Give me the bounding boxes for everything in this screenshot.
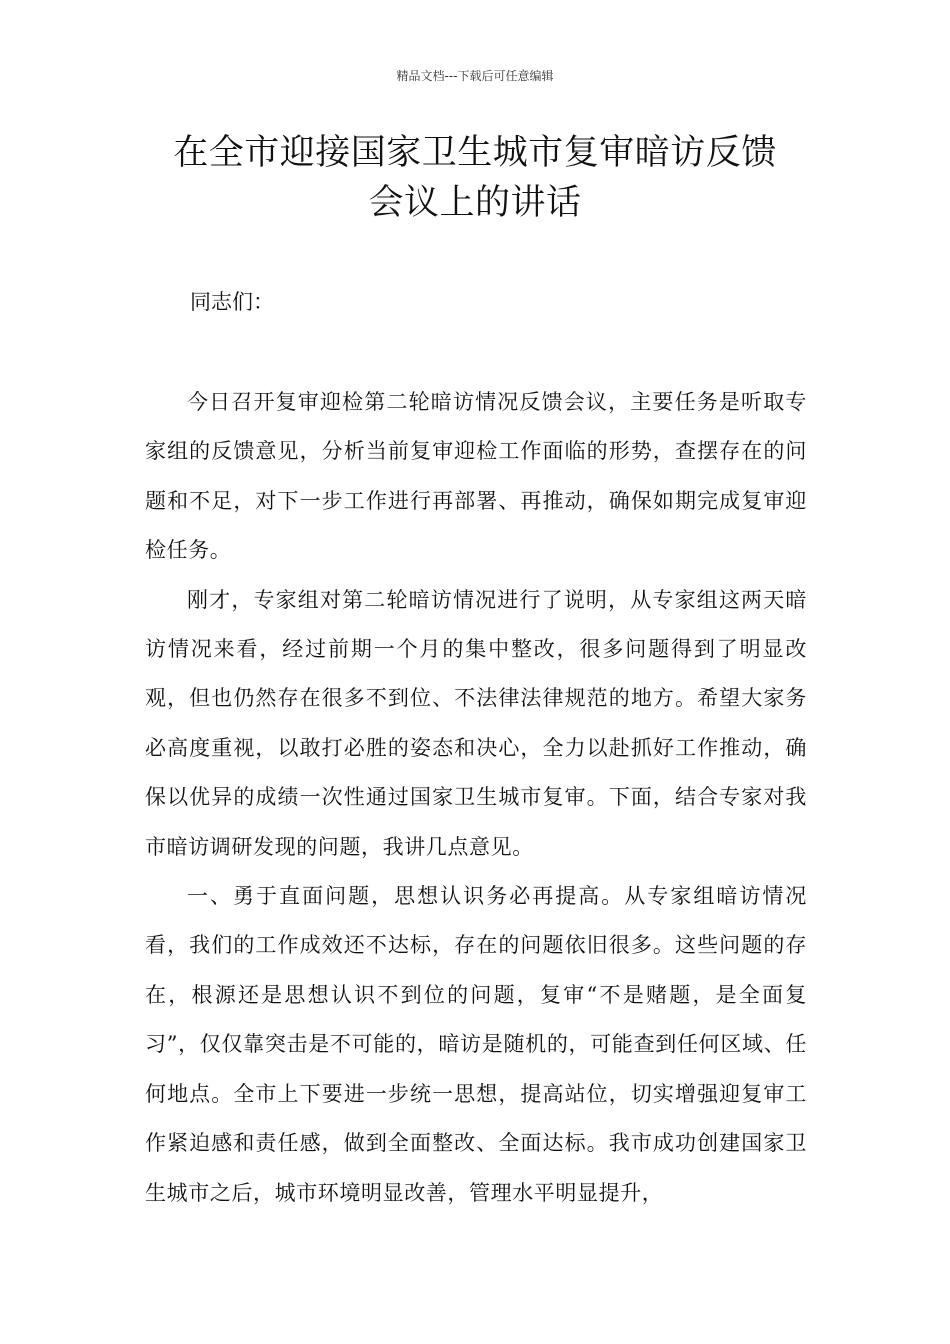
title-line-1: 在全市迎接国家卫生城市复审暗访反馈 [173, 133, 777, 173]
paragraph-1: 今日召开复审迎检第二轮暗访情况反馈会议，主要任务是听取专家组的反馈意见，分析当前复审迎检工作面临的形势，查摆存在的问题和不足，对下一步工作进行再部署、再推动，确保如期完成复审迎检任务。 [145, 390, 807, 563]
header-note: 精品文档---下载后可任意编辑 [396, 69, 554, 83]
body-text [145, 378, 807, 1218]
document-title [120, 128, 830, 228]
paragraph-2: 刚才，专家组对第二轮暗访情况进行了说明，从专家组这两天暗访情况来看，经过前期一个月的集中整改，很多问题得到了明显改观，但也仍然存在很多不到位、不法律法律规范的地方。希望大家务必高度重视，以敢打必胜的姿态和决心，全力以赴抓好工作推动，确保以优异的成绩一次性通过国家卫生城市复审。下面，结合专家对我市暗访调研发现的问题，我讲几点意见。 [145, 587, 807, 859]
title-line-2: 会议上的讲话 [368, 183, 582, 223]
paragraph-3: 一、勇于直面问题，思想认识务必再提高。从专家组暗访情况看，我们的工作成效还不达标，存在的问题依旧很多。这些问题的存在，根源还是思想认识不到位的问题，复审“不是赌题，是全面复习”，仅仅靠突击是不可能的，暗访是随机的，可能查到任何区域、任何地点。全市上下要进一步统一思想，提高站位，切实增强迎复审工作紧迫感和责任感，做到全面整改、全面达标。我市成功创建国家卫生城市之后，城市环境明显改善，管理水平明显提升， [145, 884, 807, 1205]
salutation: 同志们： [190, 290, 274, 314]
